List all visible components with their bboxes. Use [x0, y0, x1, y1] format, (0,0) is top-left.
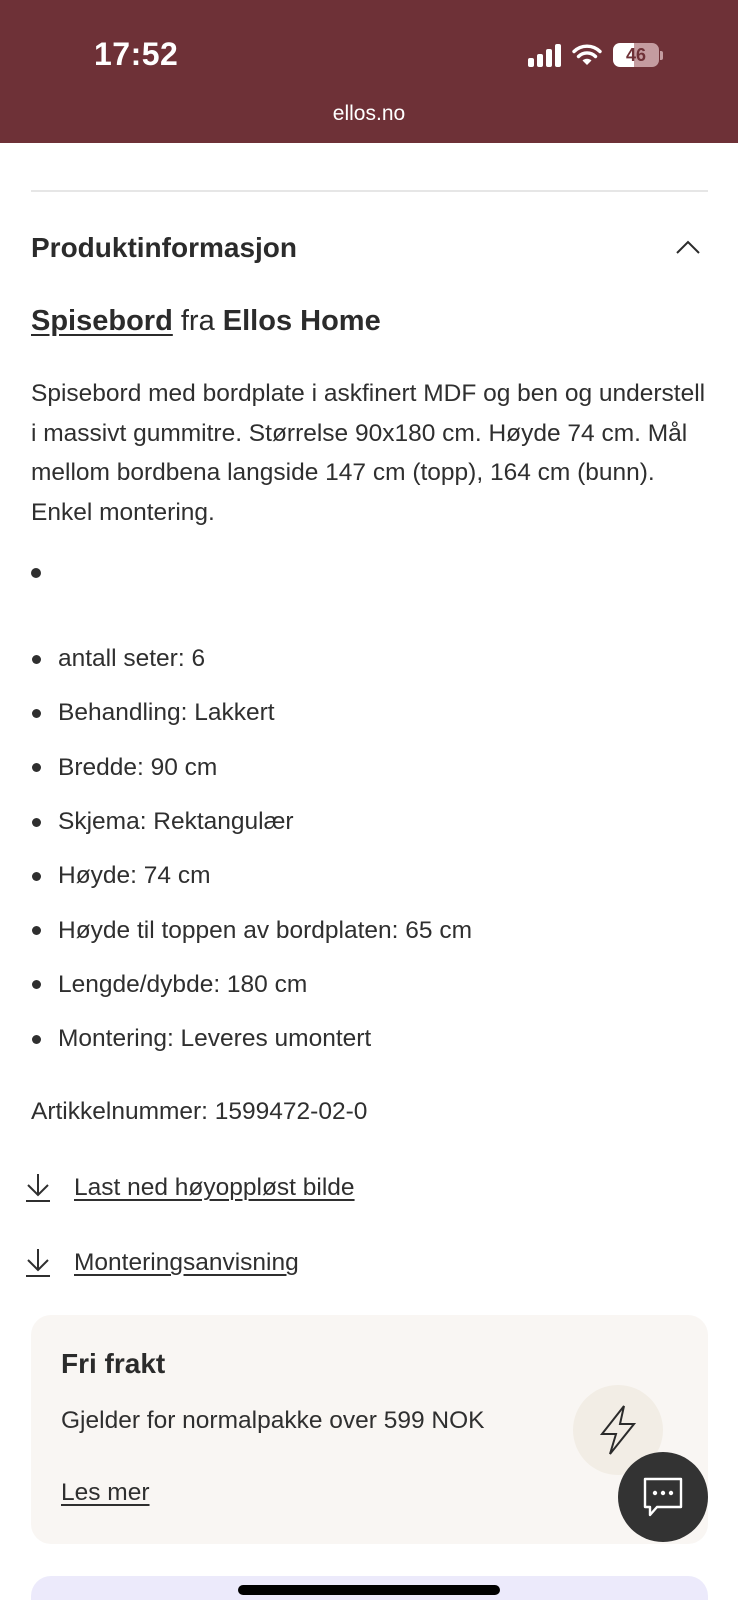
free-shipping-card — [31, 1315, 708, 1544]
from-text: fra — [172, 305, 223, 337]
section-divider — [31, 190, 708, 192]
browser-status-bar — [0, 0, 738, 143]
article-number: Artikkelnummer: 1599472-02-0 — [31, 1098, 368, 1125]
spec-text: Behandling: Lakkert — [58, 699, 275, 727]
spec-item — [31, 795, 472, 849]
product-info-accordion-header[interactable] — [31, 228, 708, 268]
download-image-label: Last ned høyoppløst bilde — [74, 1174, 355, 1201]
accordion-title: Produktinformasjon — [31, 232, 298, 263]
cellular-signal-icon — [528, 43, 561, 67]
spec-list — [31, 632, 472, 1066]
status-icons — [528, 40, 663, 70]
spec-item — [31, 1012, 472, 1066]
home-indicator[interactable] — [238, 1585, 500, 1595]
assembly-instructions-link[interactable] — [24, 1247, 299, 1279]
bullet-icon — [32, 872, 41, 881]
spec-text: Bredde: 90 cm — [58, 753, 218, 781]
chat-bubble-icon — [640, 1474, 686, 1520]
bullet-icon — [32, 1035, 41, 1044]
product-description: Spisebord med bordplate i askfinert MDF og ben og understell i massivt gummitre. Størrelse 90x180 cm. Høyde 74 cm. Mål mellom bordbena langside 147 cm (topp), 164 cm (bunn). Enkel montering. — [31, 380, 706, 526]
product-subtitle — [31, 305, 381, 338]
read-more-link[interactable]: Les mer — [61, 1479, 150, 1506]
clock: 17:52 — [94, 36, 179, 72]
chat-button[interactable] — [618, 1452, 708, 1542]
card-title: Fri frakt — [61, 1348, 166, 1379]
bullet-icon — [32, 926, 41, 935]
spec-text: Skjema: Rektangulær — [58, 808, 294, 836]
bullet-icon — [32, 818, 41, 827]
battery-nub — [660, 51, 663, 60]
spec-text: Montering: Leveres umontert — [58, 1025, 372, 1053]
spec-item — [31, 849, 472, 903]
empty-bullet — [31, 568, 41, 578]
assembly-instructions-label: Monteringsanvisning — [74, 1249, 299, 1276]
spec-text: antall seter: 6 — [58, 645, 206, 673]
spec-text: Lengde/dybde: 180 cm — [58, 970, 308, 998]
battery-indicator: 46 — [613, 43, 659, 67]
bullet-icon — [32, 709, 41, 718]
bullet-icon — [32, 655, 41, 664]
url-label[interactable]: ellos.no — [332, 102, 406, 125]
spec-item — [31, 903, 472, 957]
spec-item — [31, 741, 472, 795]
chevron-up-icon[interactable] — [674, 234, 702, 262]
spec-item — [31, 632, 472, 686]
spec-item — [31, 686, 472, 740]
spec-text: Høyde: 74 cm — [58, 862, 211, 890]
download-image-link[interactable] — [24, 1172, 355, 1204]
spec-text: Høyde til toppen av bordplaten: 65 cm — [58, 916, 473, 944]
wifi-icon — [571, 43, 603, 67]
category-link[interactable]: Spisebord — [31, 305, 173, 337]
bullet-icon — [32, 980, 41, 989]
card-text: Gjelder for normalpakke over 599 NOK — [61, 1407, 485, 1434]
bullet-icon — [32, 763, 41, 772]
brand-name: Ellos Home — [222, 305, 381, 337]
spec-item — [31, 958, 472, 1012]
download-icon — [24, 1247, 52, 1279]
download-icon — [24, 1172, 52, 1204]
